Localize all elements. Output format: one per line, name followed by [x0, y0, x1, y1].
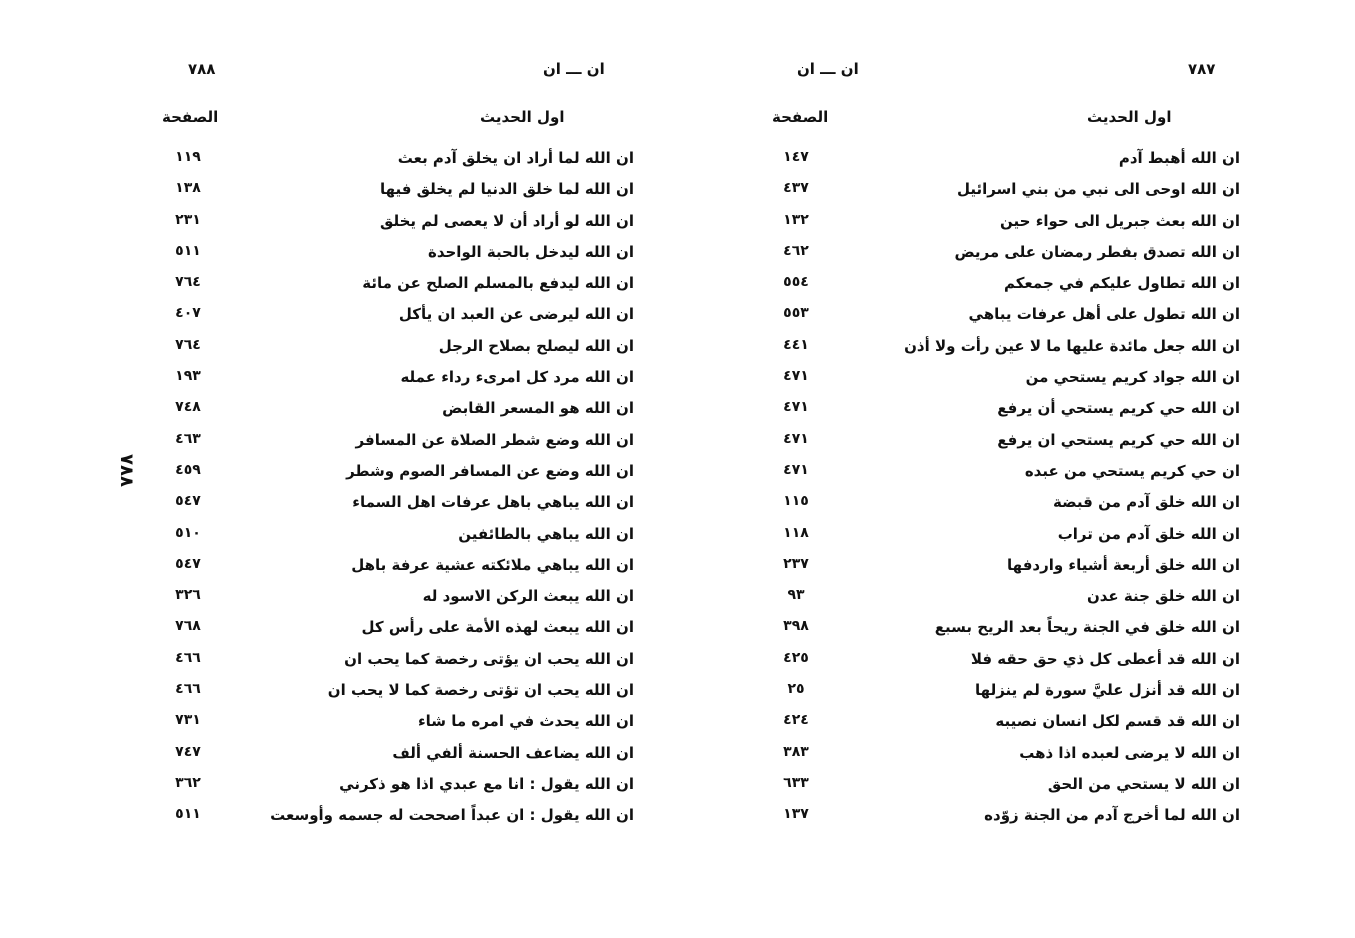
index-row — [690, 176, 1355, 207]
page-ref: ٢٣٧ — [783, 555, 809, 572]
index-row — [690, 145, 1355, 176]
hadith-opening: ان حي كريم يستحي من عبده — [1024, 461, 1240, 480]
index-row — [0, 677, 660, 708]
page-ref: ٥١٠ — [175, 524, 201, 541]
index-row — [690, 489, 1355, 520]
hadith-opening: ان الله خلق أربعة أشياء واردفها — [1007, 555, 1240, 574]
index-list — [0, 145, 660, 834]
page-ref: ٤٥٩ — [175, 461, 201, 478]
hadith-opening: ان الله حي كريم يستحي ان يرفع — [997, 430, 1240, 449]
page-ref: ٣٦٢ — [175, 774, 201, 791]
index-list — [690, 145, 1355, 834]
hadith-opening: ان الله وضع شطر الصلاة عن المسافر — [355, 430, 634, 449]
page-ref: ٤٧١ — [783, 368, 809, 385]
hadith-opening: ان الله يقول : ان عبداً اصححت له جسمه وأوسعت — [270, 806, 634, 825]
page-ref: ٤٧١ — [783, 399, 809, 416]
hadith-opening: ان الله لا يستحي من الحق — [1047, 774, 1240, 793]
page-ref: ٧٤٨ — [175, 399, 201, 416]
page-ref: ٤٧١ — [783, 461, 809, 478]
index-row — [0, 552, 660, 583]
index-row — [690, 552, 1355, 583]
hadith-opening: ان الله يبعث الركن الاسود له — [422, 587, 634, 606]
page-ref: ٤٤١ — [783, 336, 809, 353]
hadith-opening: ان الله يضاعف الحسنة ألفي ألف — [392, 743, 634, 762]
hadith-opening: ان الله خلق آدم من قبضة — [1053, 493, 1240, 512]
page-ref: ٥١١ — [175, 242, 201, 259]
hadith-opening: ان الله ليرضى عن العبد ان يأكل — [398, 305, 634, 324]
side-page-mark: ٧٨٨ — [115, 454, 137, 487]
index-row — [0, 239, 660, 270]
hadith-opening: ان الله يحب ان تؤتى رخصة كما لا يحب ان — [327, 681, 634, 700]
index-row — [690, 239, 1355, 270]
index-row — [0, 333, 660, 364]
index-row — [0, 646, 660, 677]
index-row — [690, 646, 1355, 677]
index-row — [690, 208, 1355, 239]
page-ref: ٤٢٤ — [783, 712, 809, 729]
column-header-page: الصفحة — [162, 108, 219, 126]
page-ref: ٣٩٨ — [783, 618, 809, 635]
hadith-opening: ان الله يباهي ملائكته عشية عرفة باهل — [351, 555, 634, 574]
running-head: ان ـــ ان — [543, 60, 605, 78]
hadith-opening: ان الله خلق آدم من تراب — [1057, 524, 1240, 543]
hadith-opening: ان الله لما أخرج آدم من الجنة زوّده — [984, 806, 1240, 825]
page-ref: ٢٥ — [787, 681, 805, 698]
index-row — [690, 614, 1355, 645]
page-ref: ٧٦٤ — [175, 336, 201, 353]
index-row — [0, 583, 660, 614]
hadith-opening: ان الله مرد كل امرىء رداء عمله — [400, 368, 634, 387]
index-row — [0, 740, 660, 771]
hadith-opening: ان الله لما أراد ان يخلق آدم بعث — [397, 149, 634, 167]
page-ref: ٧٦٤ — [175, 274, 201, 291]
index-row — [690, 521, 1355, 552]
hadith-opening: ان الله تطاول عليكم في جمعكم — [1003, 274, 1240, 293]
column-header-hadith: اول الحديث — [1087, 108, 1172, 126]
page-ref: ٦٣٣ — [783, 774, 809, 791]
page-ref: ٤٧١ — [783, 430, 809, 447]
hadith-opening: ان الله قد أعطى كل ذي حق حقه فلا — [970, 649, 1240, 668]
hadith-opening: ان الله يبعث لهذه الأمة على رأس كل — [361, 618, 634, 637]
column-header-page: الصفحة — [772, 108, 829, 126]
page-ref: ٥٥٣ — [783, 305, 809, 322]
hadith-opening: ان الله بعث جبريل الى حواء حين — [1000, 211, 1240, 230]
hadith-opening: ان الله وضع عن المسافر الصوم وشطر — [346, 461, 634, 480]
index-row — [0, 427, 660, 458]
hadith-opening: ان الله يباهي بالطائفين — [458, 524, 634, 543]
page-ref: ٧٣١ — [175, 712, 201, 729]
index-row — [0, 708, 660, 739]
index-row — [0, 521, 660, 552]
index-row — [0, 176, 660, 207]
page-ref: ١٤٧ — [783, 149, 809, 165]
page-ref: ٥٥٤ — [783, 274, 809, 291]
hadith-opening: ان الله قد قسم لكل انسان نصيبه — [995, 712, 1240, 731]
hadith-opening: ان الله تطول على أهل عرفات يباهي — [968, 305, 1240, 324]
index-row — [690, 771, 1355, 802]
right-page — [690, 0, 1355, 938]
index-row — [690, 364, 1355, 395]
index-row — [690, 301, 1355, 332]
page-ref: ١١٥ — [783, 493, 809, 510]
page-ref: ٤٠٧ — [175, 305, 201, 322]
page-ref: ١٣٧ — [783, 806, 809, 823]
page-ref: ١٣٨ — [175, 180, 201, 197]
index-row — [690, 583, 1355, 614]
page-ref: ٧٤٧ — [175, 743, 201, 760]
index-row — [690, 802, 1355, 833]
hadith-opening: ان الله أهبط آدم — [1118, 149, 1240, 167]
hadith-opening: ان الله لو أراد أن لا يعصى لم يخلق — [379, 211, 634, 230]
page-ref: ٢٣١ — [175, 211, 201, 228]
index-row — [0, 771, 660, 802]
page-ref: ٥٤٧ — [175, 493, 201, 510]
index-row — [0, 208, 660, 239]
hadith-opening: ان الله جعل مائدة عليها ما لا عين رأت ولا أذن — [904, 336, 1240, 355]
index-row — [690, 427, 1355, 458]
index-row — [0, 270, 660, 301]
index-row — [690, 395, 1355, 426]
hadith-opening: ان الله ليصلح بصلاح الرجل — [438, 336, 634, 355]
left-page — [0, 0, 660, 938]
hadith-opening: ان الله يقول : انا مع عبدي اذا هو ذكرني — [339, 774, 634, 793]
index-row — [0, 145, 660, 176]
page-ref: ٤٦٢ — [783, 242, 809, 259]
page-ref: ٥٤٧ — [175, 555, 201, 572]
hadith-opening: ان الله تصدق بفطر رمضان على مريض — [954, 242, 1240, 261]
hadith-opening: ان الله جواد كريم يستحي من — [1025, 368, 1240, 387]
page-ref: ٣٨٣ — [783, 743, 809, 760]
hadith-opening: ان الله اوحى الى نبي من بني اسرائيل — [956, 180, 1240, 199]
index-row — [690, 708, 1355, 739]
index-row — [0, 489, 660, 520]
page-ref: ١١٨ — [783, 524, 809, 541]
index-row — [690, 740, 1355, 771]
hadith-opening: ان الله هو المسعر القابض — [442, 399, 634, 418]
index-row — [0, 301, 660, 332]
hadith-opening: ان الله يحدث في امره ما شاء — [417, 712, 634, 731]
hadith-opening: ان الله خلق جنة عدن — [1086, 587, 1240, 606]
column-header-hadith: اول الحديث — [480, 108, 565, 126]
page-ref: ٣٢٦ — [175, 587, 201, 604]
running-head: ان ـــ ان — [797, 60, 859, 78]
hadith-opening: ان الله ليدفع بالمسلم الصلح عن مائة — [362, 274, 634, 293]
hadith-opening: ان الله لا يرضى لعبده اذا ذهب — [1019, 743, 1240, 762]
page-ref: ٤٦٦ — [175, 649, 201, 666]
hadith-opening: ان الله يحب ان يؤتى رخصة كما يحب ان — [344, 649, 634, 668]
page-ref: ٤٦٦ — [175, 681, 201, 698]
hadith-opening: ان الله يباهي باهل عرفات اهل السماء — [352, 493, 634, 512]
index-row — [0, 395, 660, 426]
page-ref: ٧٦٨ — [175, 618, 201, 635]
page-number: ٧٨٨ — [188, 60, 216, 78]
page-ref: ٩٣ — [787, 587, 805, 604]
hadith-opening: ان الله حي كريم يستحي أن يرفع — [997, 399, 1240, 418]
index-row — [690, 458, 1355, 489]
page-ref: ٤٦٣ — [175, 430, 201, 447]
page-number: ٧٨٧ — [1188, 60, 1216, 78]
page-ref: ٥١١ — [175, 806, 201, 823]
index-row — [0, 364, 660, 395]
index-row — [690, 677, 1355, 708]
index-row — [0, 802, 660, 833]
page-ref: ٤٢٥ — [783, 649, 809, 666]
hadith-opening: ان الله ليدخل بالحبة الواحدة — [427, 242, 634, 261]
hadith-opening: ان الله خلق في الجنة ريحاً بعد الريح بسبع — [934, 618, 1240, 637]
hadith-opening: ان الله لما خلق الدنيا لم يخلق فيها — [379, 180, 634, 199]
page-ref: ١٣٢ — [783, 211, 809, 228]
index-row — [0, 614, 660, 645]
hadith-opening: ان الله قد أنزل عليَّ سورة لم ينزلها — [975, 681, 1240, 700]
page-ref: ١١٩ — [175, 149, 201, 165]
index-row — [690, 333, 1355, 364]
index-row — [690, 270, 1355, 301]
index-row — [0, 458, 660, 489]
page-ref: ١٩٣ — [175, 368, 201, 385]
page-ref: ٤٣٧ — [783, 180, 809, 197]
